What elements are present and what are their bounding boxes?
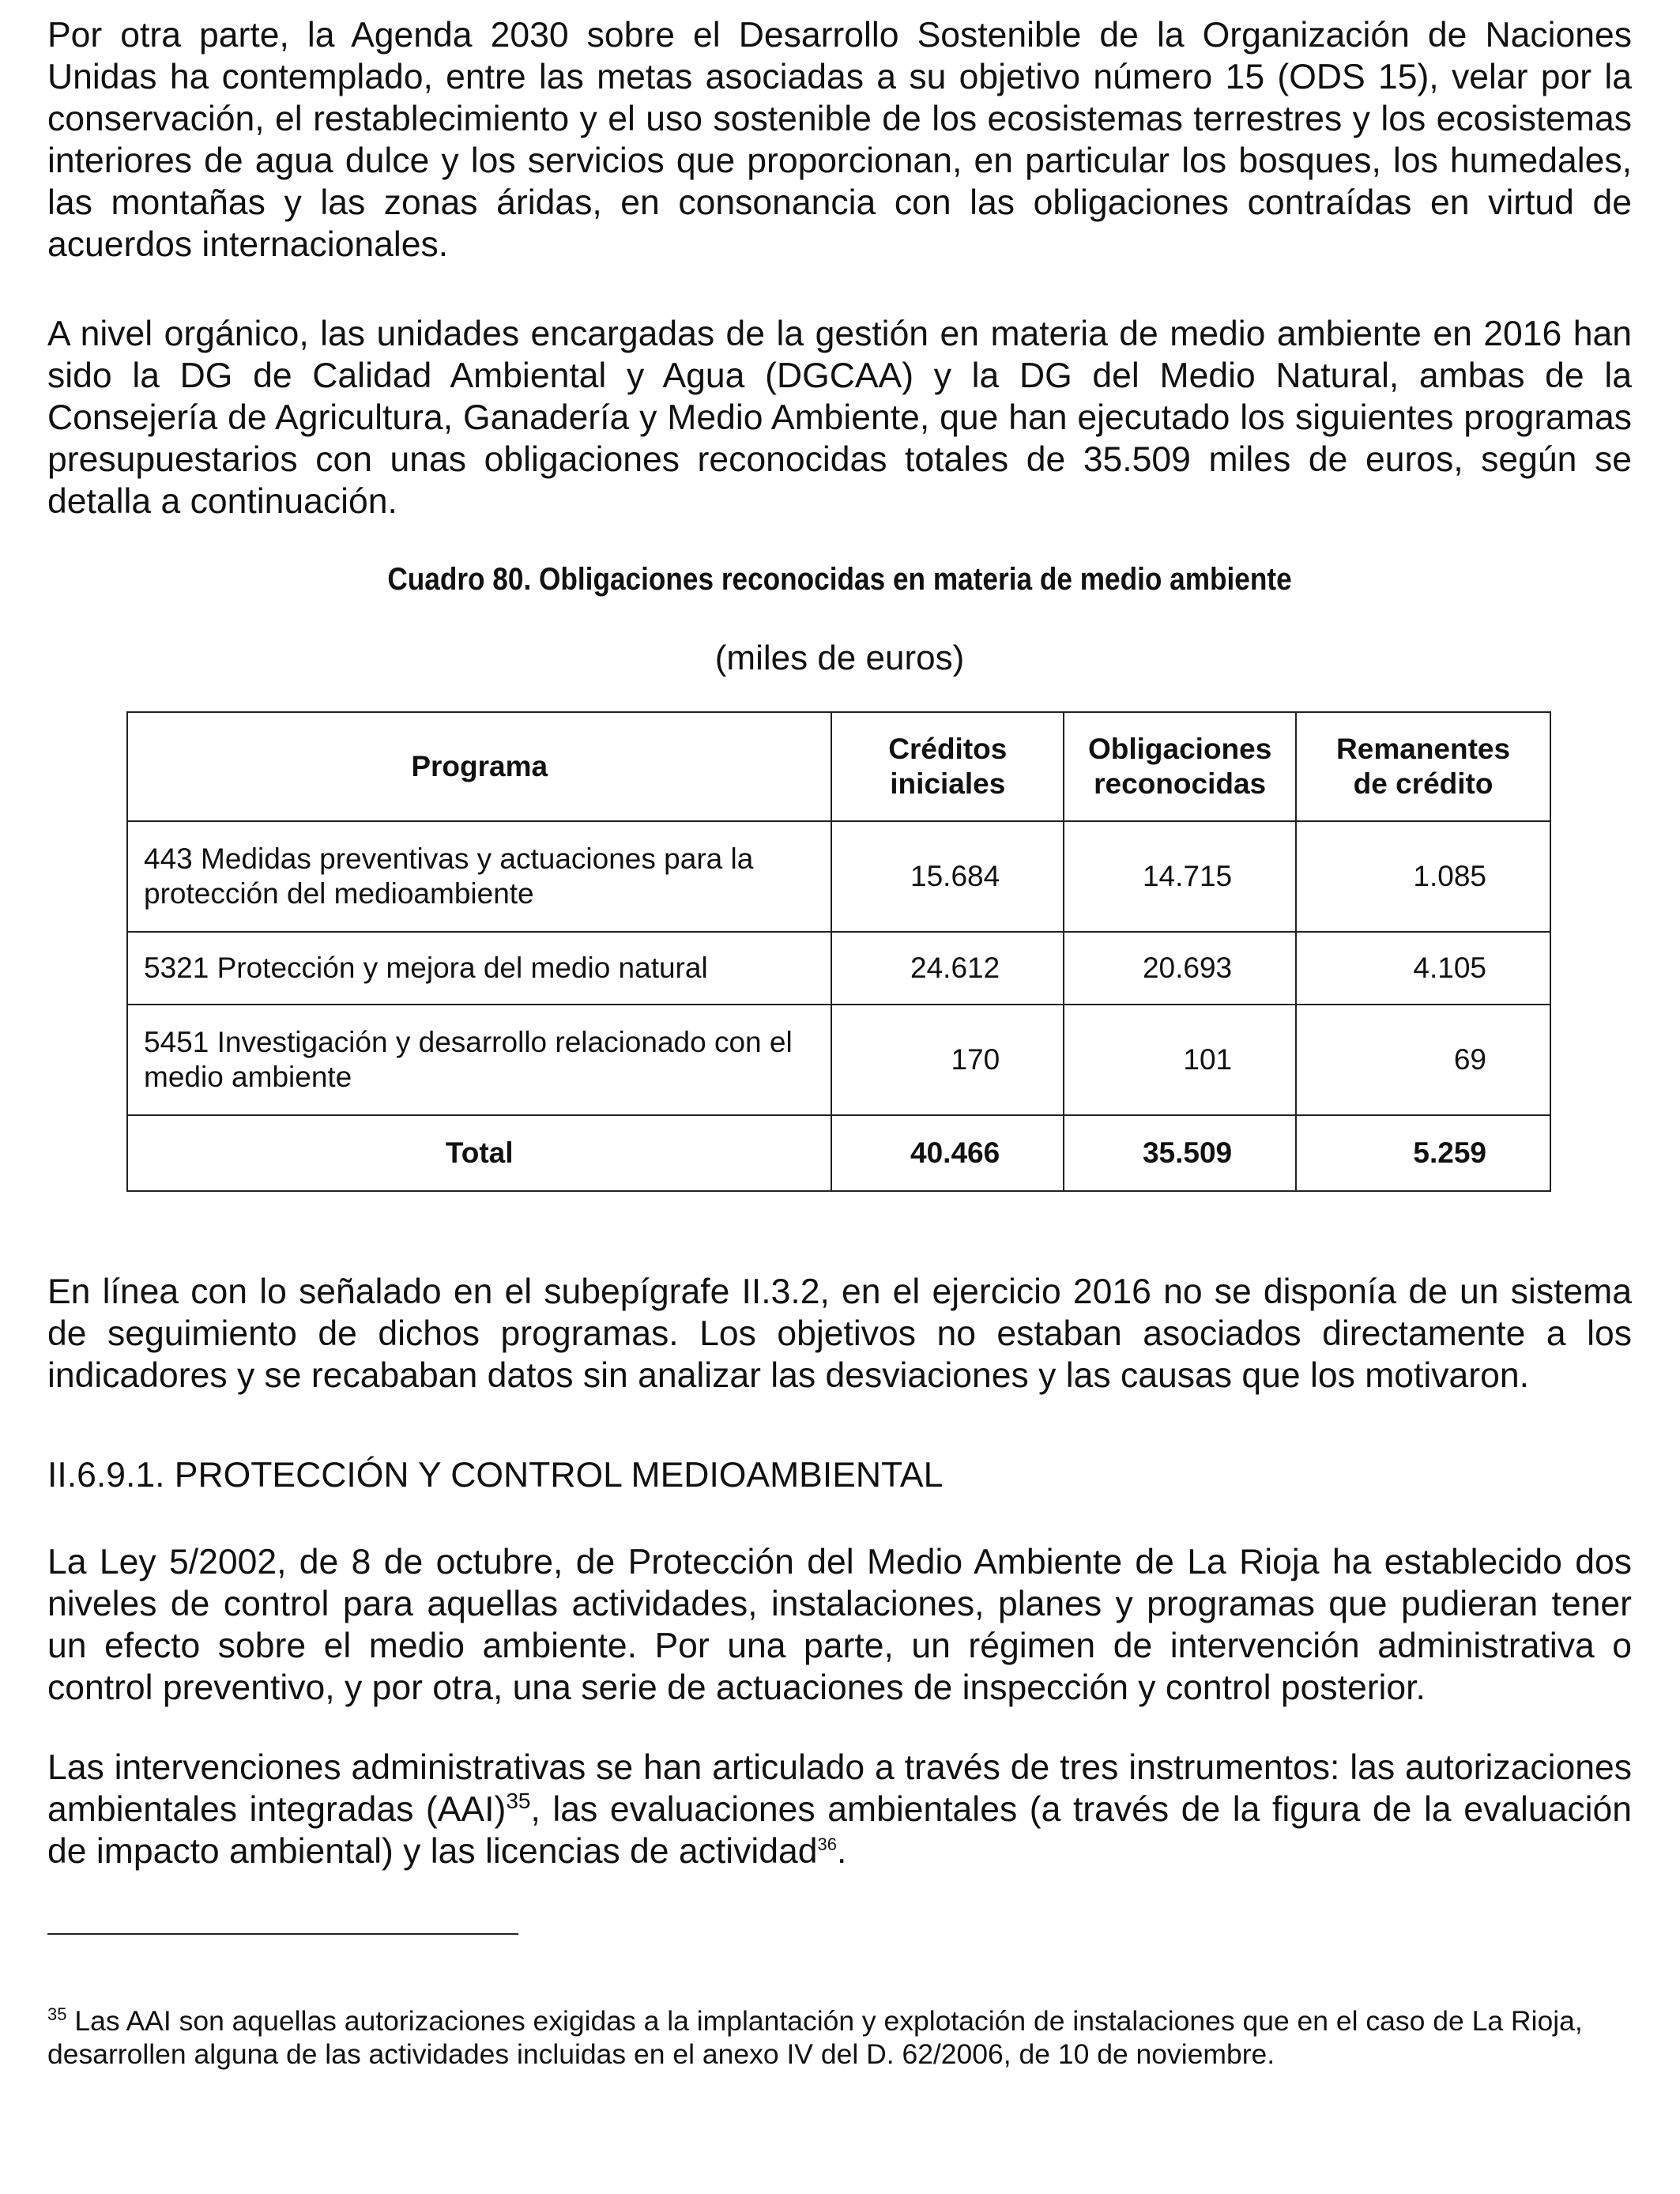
p5-text-b: , las evaluaciones ambientales (a través de la figura de la evaluación de impacto ambiental) y las licencias de actividad: [47, 1790, 1632, 1871]
header-obligaciones: [1064, 712, 1296, 821]
cell-obligaciones: 14.715: [1064, 821, 1296, 932]
header-creditos-line2: iniciales: [890, 767, 1006, 800]
footnote-ref-36[interactable]: 36: [817, 1834, 838, 1855]
p5-text-c: .: [837, 1832, 847, 1871]
header-creditos-line1: Créditos: [888, 733, 1008, 765]
paragraph-agenda-2030: Por otra parte, la Agenda 2030 sobre el Desarrollo Sostenible de la Organización de Naciones Unidas ha contemplado, entre las metas asociadas a su objetivo número 15 (ODS 15), velar por la conservación, el restablecimiento y el uso sostenible de los ecosistemas terrestres y los ecosistemas interiores de agua dulce y los servicios que proporcionan, en particular los bosques, los humedales, las montañas y las zonas áridas, en consonancia con las obligaciones contraídas en virtud de acuerdos internacionales.: [47, 16, 1632, 264]
header-remanentes-line1: Remanentes: [1336, 733, 1511, 765]
obligations-table: [126, 711, 1551, 1192]
table-total-row: [127, 1115, 1550, 1191]
header-remanentes-line2: de crédito: [1353, 767, 1494, 800]
total-label: Total: [127, 1115, 831, 1191]
footnote-ref-35[interactable]: 35: [506, 1789, 531, 1814]
footnote-number: 35: [47, 2004, 67, 2025]
table-row: [127, 1005, 1550, 1115]
footnote-separator: [47, 1933, 518, 1935]
header-programa: Programa: [127, 712, 831, 821]
programa-line1: 443 Medidas preventivas y actuaciones para la: [144, 843, 754, 875]
programa-line2: protección del medioambiente: [144, 877, 534, 910]
cell-programa: [127, 1005, 831, 1115]
programa-line2: medio ambiente: [144, 1061, 352, 1093]
cell-remanentes: 4.105: [1296, 932, 1550, 1005]
paragraph-intervenciones: [47, 1747, 1632, 1872]
section-heading: II.6.9.1. PROTECCIÓN Y CONTROL MEDIOAMBIENTAL: [47, 1456, 944, 1495]
header-obligaciones-line1: Obligaciones: [1087, 733, 1272, 765]
cell-remanentes: 69: [1296, 1005, 1550, 1115]
p5-text-a: Las intervenciones administrativas se han articulado a través de tres instrumentos: las autorizaciones ambientales integradas (AAI): [47, 1748, 1632, 1829]
table-units: (miles de euros): [714, 639, 965, 677]
header-remanentes: [1296, 712, 1550, 821]
cell-programa: [127, 932, 831, 1005]
header-obligaciones-line2: reconocidas: [1094, 767, 1267, 800]
footnote-35: [47, 2004, 1632, 2071]
cell-obligaciones: 101: [1064, 1005, 1296, 1115]
total-creditos: 40.466: [831, 1115, 1064, 1191]
cell-programa: [127, 821, 831, 932]
paragraph-nivel-organico: A nivel orgánico, las unidades encargadas de la gestión en materia de medio ambiente en 2016 han sido la DG de Calidad Ambiental y Agua (DGCAA) y la DG del Medio Natural, ambas de la Consejería de Agricultura, Ganadería y Medio Ambiente, que han ejecutado los siguientes programas presupuestarios con unas obligaciones reconocidas totales de 35.509 miles de euros, según se detalla a continuación.: [47, 315, 1632, 521]
cell-creditos: 24.612: [831, 932, 1064, 1005]
table-header-row: [127, 712, 1550, 821]
table-row: [127, 821, 1550, 932]
footnote-text-1: Las AAI son aquellas autorizaciones exigidas a la implantación y explotación de instalaciones que en el caso de La Rioja,: [66, 2005, 1583, 2037]
footnote-text-2: desarrollen alguna de las actividades incluidas en el anexo IV del D. 62/2006, de 10 de noviembre.: [47, 2038, 1275, 2070]
cell-obligaciones: 20.693: [1064, 932, 1296, 1005]
total-remanentes: 5.259: [1296, 1115, 1550, 1191]
table-row: [127, 932, 1550, 1005]
cell-creditos: 15.684: [831, 821, 1064, 932]
table-caption: Cuadro 80. Obligaciones reconocidas en materia de medio ambiente: [387, 562, 1292, 597]
total-obligaciones: 35.509: [1064, 1115, 1296, 1191]
cell-creditos: 170: [831, 1005, 1064, 1115]
cell-remanentes: 1.085: [1296, 821, 1550, 932]
paragraph-ley-5-2002: La Ley 5/2002, de 8 de octubre, de Protección del Medio Ambiente de La Rioja ha establecido dos niveles de control para aquellas actividades, instalaciones, planes y programas que pudieran tener un efecto sobre el medio ambiente. Por una parte, un régimen de intervención administrativa o control preventivo, y por otra, una serie de actuaciones de inspección y control posterior.: [47, 1543, 1632, 1707]
paragraph-seguimiento: En línea con lo señalado en el subepígrafe II.3.2, en el ejercicio 2016 no se disponía de un sistema de seguimiento de dichos programas. Los objetivos no estaban asociados directamente a los indicadores y se recababan datos sin analizar las desviaciones y las causas que los motivaron.: [47, 1272, 1632, 1395]
programa-line1: 5321 Protección y mejora del medio natural: [144, 952, 708, 984]
programa-line1: 5451 Investigación y desarrollo relacionado con el: [144, 1026, 793, 1058]
header-creditos: [831, 712, 1064, 821]
